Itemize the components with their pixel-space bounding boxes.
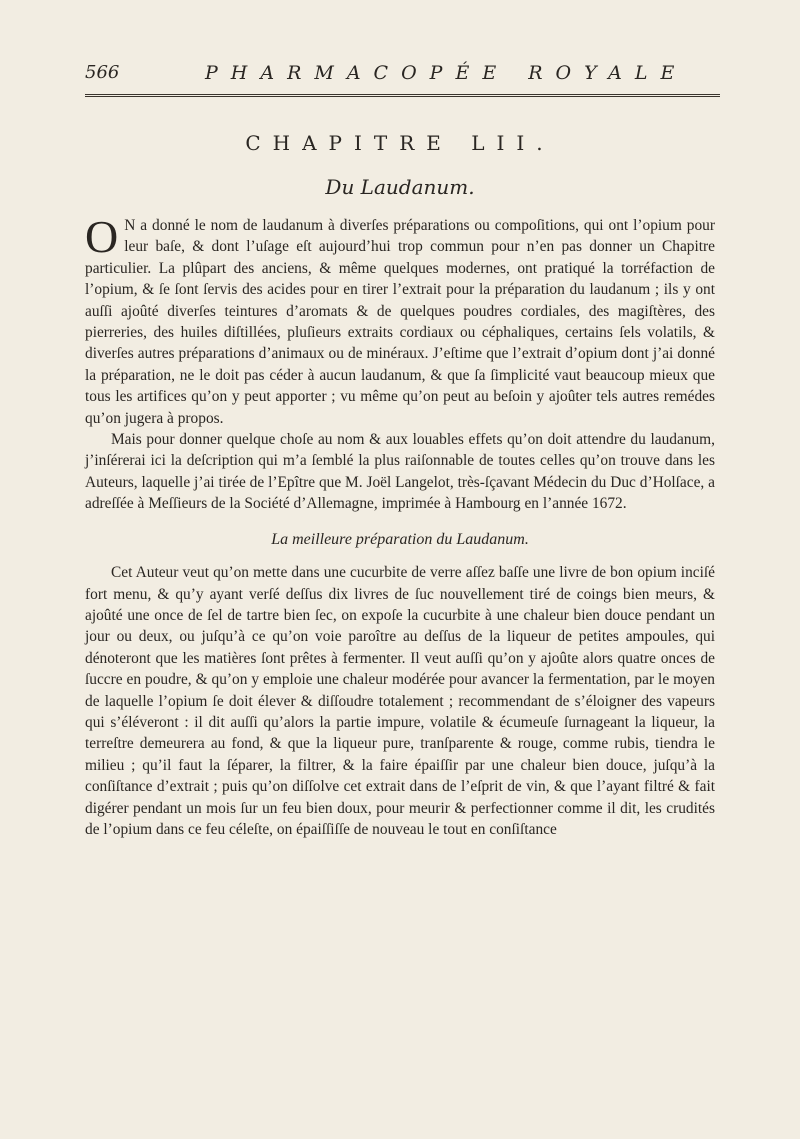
chapter-subtitle: Du Laudanum.: [325, 175, 475, 199]
drop-cap: O: [85, 211, 119, 262]
paragraph-1-text: N a donné le nom de laudanum à diverſes préparations ou compoſitions, qui ont l’opium pour leur baſe, & dont l’uſage eſt aujourd’hui trop commun pour n’en pas donner un Chapitre particulier. La plûpart des anciens, & même quelques modernes, ont pratiqué la torréfaction de l’opium, & ſe ſont ſervis des acides pour en tirer l’extrait pour la préparation du laudanum ; ils y ont auſſi ajoûté diverſes teintures d’aromats & de quelques poudres cordiales, des magiſtères, des pierreries, des huiles diſtillées, pluſieurs extraits cordiaux ou céphaliques, certains ſels volatils, & diverſes autres préparations d’animaux ou de minéraux. J’eſtime que l’extrait d’opium dont j’ai donné la préparation, ne le doit pas céder à aucun laudanum, & que ſa ſimplicité vaut beaucoup mieux que tous les artifices qu’on y peut apporter ; vu même qu’on peut au beſoin y ajoûter tels autres remédes qu’on jugera à propos.: [85, 217, 715, 427]
section-heading: La meilleure préparation du Laudanum.: [271, 530, 529, 548]
header-rule: [85, 94, 720, 97]
running-head: [85, 62, 715, 88]
paragraph-3: Cet Auteur veut qu’on mette dans une cucurbite de verre aſſez baſſe une livre de bon opium inciſé fort menu, & qu’y ayant verſé deſſus dix livres de ſuc nouvellement tiré de coings bien meurs, & ajoûté une once de ſel de tartre bien ſec, on expoſe la cucurbite à une chaleur bien douce pendant un jour ou deux, ou juſqu’à ce qu’on voie paroître au deſſus de la liqueur de petites ampoules, qui dénoteront que les matières ſont prêtes à fermenter. Il veut auſſi qu’on y ajoûte alors quatre onces de ſuccre en poudre, & qu’on y emploie une chaleur modérée pour avancer la fermentation, par le moyen de laquelle l’opium ſe doit élever & diſſoudre totalement ; recommendant de s’éloigner des vapeurs qui s’éléveront : il dit auſſi qu’alors la partie impure, volatile & écumeuſe ſurnageant la liqueur, la terreſtre demeurera au fond, & que la liqueur pure, tranſparente & rouge, comme rubis, tiendra le milieu ; qu’il faut la ſéparer, la filtrer, & la faire épaiſſir par une chaleur bien douce, juſqu’à la conſiſtance d’extrait ; puis qu’on diſſolve cet extrait dans de l’eſprit de vin, & que l’ayant filtré & fait digérer pendant un mois ſur un feu bien doux, pour meurir & perfectionner comme il dit, les crudités de l’opium dans ce feu céleſte, on épaiſſiſſe de nouveau le tout en conſiſtance: [85, 564, 715, 838]
running-title: PHARMACOPÉE ROYALE: [205, 62, 688, 84]
body-text: [85, 211, 715, 840]
paragraph-1: [85, 211, 715, 429]
chapter-heading: CHAPITRE LII.: [245, 131, 555, 155]
page-number: 566: [85, 62, 120, 83]
paragraph-2: Mais pour donner quelque choſe au nom & aux louables effets qu’on doit attendre du laudanum, j’inſérerai ici la deſcription qui m’a ſemblé la plus raiſonnable de toutes celles qu’on trouve dans les Auteurs, laquelle j’ai tirée de l’Epître que M. Joël Langelot, très-ſçavant Médecin du Duc d’Holſace, a adreſſée à Meſſieurs de la Société d’Allemagne, imprimée à Hambourg en l’année 1672.: [85, 431, 715, 513]
